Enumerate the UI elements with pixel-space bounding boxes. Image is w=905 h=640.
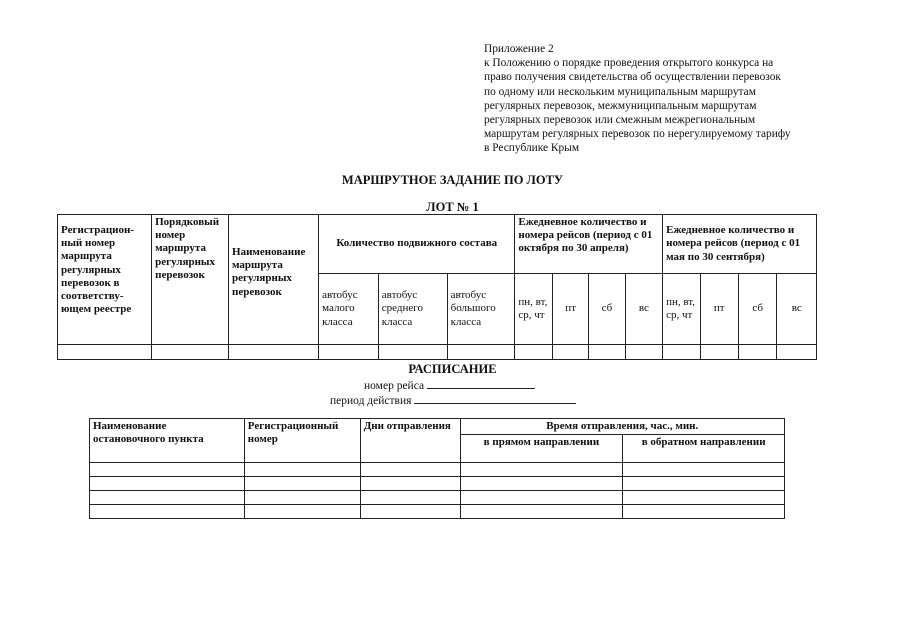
appendix-line: по одному или нескольким муниципальным маршрутам xyxy=(484,85,756,98)
document-title: МАРШРУТНОЕ ЗАДАНИЕ ПО ЛОТУ xyxy=(341,173,564,187)
col-time-header: Время отправления, час., мин. xyxy=(460,419,784,435)
appendix-line: к Положению о порядке проведения открытого конкурса на xyxy=(484,57,774,70)
route-table xyxy=(57,214,817,360)
col-seq-number-header: Порядковый номер маршрута регулярных перевозок xyxy=(152,215,229,345)
lot-title: ЛОТ № 1 xyxy=(426,200,479,214)
col-sched-reg-number-header: Регистрационный номер xyxy=(244,419,360,463)
table-row xyxy=(90,505,785,519)
summer-sat-header: сб xyxy=(739,274,777,345)
appendix-line: регулярных перевозок, межмуниципальным маршрутам xyxy=(484,99,757,112)
summer-fri-header: пт xyxy=(700,274,738,345)
col-days-header: Дни отправления xyxy=(360,419,460,463)
winter-sun-header: вс xyxy=(625,274,662,345)
col-stop-name-header: Наименование остановочного пункта xyxy=(90,419,245,463)
col-route-name-header: Наименование маршрута регулярных перевозок xyxy=(229,215,319,345)
dir-backward-header: в обратном направлении xyxy=(623,435,785,463)
summer-weekdays-header: пн, вт, ср, чт xyxy=(663,274,700,345)
winter-weekdays-header: пн, вт, ср, чт xyxy=(515,274,552,345)
winter-fri-header: пт xyxy=(552,274,588,345)
appendix-line: маршрутам регулярных перевозок по нерегулируемому тарифу xyxy=(484,128,791,141)
appendix-line: право получения свидетельства об осуществлении перевозок xyxy=(484,71,781,84)
table-row xyxy=(58,345,817,360)
trip-number-blank xyxy=(427,377,535,389)
appendix-line: в Республике Крым xyxy=(484,142,580,155)
period-blank xyxy=(414,392,576,404)
dir-forward-header: в прямом направлении xyxy=(460,435,623,463)
appendix-line: Приложение 2 xyxy=(484,43,554,55)
schedule-table xyxy=(89,418,785,519)
appendix-note xyxy=(484,42,864,156)
period-field xyxy=(330,392,576,407)
col-vehicles-header: Количество подвижного состава xyxy=(319,215,515,274)
summer-sun-header: вс xyxy=(777,274,817,345)
veh-large-header: автобус большого класса xyxy=(447,274,515,345)
appendix-line: регулярных перевозок или смежным межрегиональным xyxy=(484,114,756,127)
veh-medium-header: автобус среднего класса xyxy=(378,274,447,345)
col-reg-number-header: Регистрацион-ный номер маршрута регулярных перевозок в соответству-ющем реестре xyxy=(58,215,152,345)
trip-number-label: номер рейса xyxy=(364,380,425,392)
table-row xyxy=(90,463,785,477)
period-label: период действия xyxy=(330,395,412,407)
col-summer-header: Ежедневное количество и номера рейсов (период с 01 мая по 30 сентября) xyxy=(663,215,817,274)
veh-small-header: автобус малого класса xyxy=(319,274,379,345)
winter-sat-header: сб xyxy=(589,274,625,345)
table-row xyxy=(90,477,785,491)
col-winter-header: Ежедневное количество и номера рейсов (период с 01 октября по 30 апреля) xyxy=(515,215,663,274)
schedule-title: РАСПИСАНИЕ xyxy=(408,362,497,376)
table-row xyxy=(90,491,785,505)
trip-number-field xyxy=(364,377,535,392)
